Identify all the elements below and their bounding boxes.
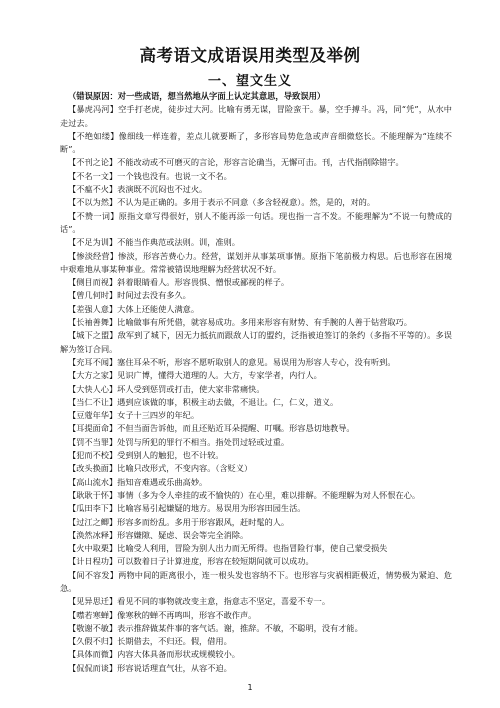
- idiom-entry: [60, 276, 452, 289]
- idiom-term: 【豆蔻年华】: [68, 410, 118, 421]
- idiom-entry: [60, 449, 452, 462]
- idiom-entry: [60, 648, 452, 661]
- idiom-entry: [60, 303, 452, 316]
- idiom-entry: [60, 462, 452, 475]
- idiom-entry: [60, 476, 452, 489]
- idiom-term: 【计日程功】: [68, 556, 118, 567]
- idiom-entry: [60, 396, 452, 409]
- idiom-term: 【久假不归】: [68, 636, 118, 647]
- idiom-definition: 可以数着日子计算进度，形容在较短期间就可以成功。: [117, 556, 314, 567]
- idiom-entry: [60, 502, 452, 515]
- idiom-entry: [60, 183, 452, 196]
- idiom-term: 【耳提面命】: [68, 423, 118, 434]
- idiom-definition: 形容嫌隙、疑虑、误会等完全消除。: [117, 529, 249, 540]
- idiom-entry: [60, 250, 452, 277]
- idiom-term: 【不名一文】: [68, 170, 118, 181]
- idiom-entry: [60, 409, 452, 422]
- idiom-definition: 遇到应该做的事，积极主动去做，不退让。仁，仁义，道义。: [117, 396, 339, 407]
- idiom-definition: 内容大体具备而形状或规模较小。: [117, 649, 240, 660]
- idiom-entry: [60, 516, 452, 529]
- idiom-list: [60, 103, 452, 675]
- idiom-definition: 不能当作典范或法则。训，准则。: [117, 237, 240, 248]
- idiom-entry: [60, 316, 452, 329]
- idiom-entry: [60, 236, 452, 249]
- idiom-entry: [60, 542, 452, 555]
- idiom-entry: [60, 529, 452, 542]
- idiom-definition: 形容多而纷乱。多用于形容跟风，赶时髦的人。: [117, 516, 290, 527]
- idiom-entry: [60, 555, 452, 568]
- idiom-entry: [60, 130, 452, 157]
- idiom-term: 【惨淡经营】: [68, 250, 119, 261]
- idiom-entry: [60, 289, 452, 302]
- idiom-entry: [60, 210, 452, 237]
- idiom-term: 【暴虎冯河】: [68, 104, 119, 115]
- idiom-term: 【罚不当罪】: [68, 436, 118, 447]
- idiom-definition: 指知音难遇或乐曲高妙。: [117, 476, 208, 487]
- idiom-term: 【火中取栗】: [68, 543, 118, 554]
- error-reason-note: （错误原因：对一些成语，想当然地从字面上认定其意思，导致误用）: [68, 91, 326, 101]
- idiom-definition: 塞住耳朵不听，形容不愿听取别人的意见。易误用为形容人专心，没有听到。: [117, 356, 396, 367]
- idiom-entry: [60, 635, 452, 648]
- idiom-term: 【曾几何时】: [68, 290, 118, 301]
- idiom-entry: [60, 609, 452, 622]
- idiom-term: 【具体而微】: [68, 649, 118, 660]
- idiom-entry: [60, 622, 452, 635]
- idiom-definition: 长期借去，不归还。假，借用。: [117, 636, 232, 647]
- idiom-definition: 斜着眼睛看人。形容畏惧、憎恨或鄙视的样子。: [117, 277, 290, 288]
- idiom-term: 【过江之鲫】: [68, 516, 118, 527]
- idiom-term: 【不瘟不火】: [68, 184, 118, 195]
- idiom-entry: [60, 196, 452, 209]
- idiom-entry: [60, 369, 452, 382]
- idiom-definition: 坏人受到惩罚或打击，使大家非常痛快。: [117, 383, 265, 394]
- idiom-term: 【见异思迁】: [68, 596, 118, 607]
- idiom-definition: 惨淡，形容苦费心力。经营，谋划并从事某项事情。原指下笔前极力构思。后也形容在困境中艰难地从事某种事业。常常被错误地理解为经营状况不好。: [60, 250, 452, 274]
- idiom-definition: 原指文章写得很好，别人不能再添一句话。现也指一言不发。不能理解为“不说一句赞成的话”。: [60, 210, 452, 234]
- page-number: 1: [247, 683, 253, 692]
- idiom-definition: 见识广博，懂得大道理的人。大方，专家学者，内行人。: [117, 370, 322, 381]
- idiom-definition: 空手打老虎，徒步过大河。比喻有勇无谋，冒险蛮干。暴，空手搏斗。冯，同“凭”，从水中走过去。: [60, 104, 452, 128]
- idiom-term: 【高山流水】: [68, 476, 118, 487]
- idiom-definition: 形容说话理直气壮，从容不迫。: [117, 662, 232, 673]
- idiom-term: 【不刊之论】: [68, 157, 118, 168]
- idiom-definition: 不认为是正确的。多用于表示不同意（多含轻视意）。然，是的，对的。: [117, 197, 376, 208]
- idiom-term: 【改头换面】: [68, 463, 118, 474]
- idiom-term: 【当仁不让】: [68, 396, 118, 407]
- idiom-term: 【大快人心】: [68, 383, 118, 394]
- idiom-term: 【侃侃而谈】: [68, 662, 118, 673]
- idiom-entry: [60, 356, 452, 369]
- idiom-definition: 比喻容易引起嫌疑的地方。易误用为形容田园生活。: [117, 503, 306, 514]
- idiom-entry: [60, 156, 452, 169]
- idiom-term: 【不赞一词】: [68, 210, 119, 221]
- idiom-definition: 看见不同的事物就改变主意，指意志不坚定，喜爱不专一。: [117, 596, 331, 607]
- idiom-definition: 一个钱也没有。也说一文不名。: [117, 170, 232, 181]
- idiom-entry: [60, 489, 452, 502]
- document-body: [60, 90, 452, 675]
- idiom-entry: [60, 422, 452, 435]
- idiom-definition: 时间过去没有多久。: [117, 290, 191, 301]
- idiom-entry: [60, 383, 452, 396]
- idiom-entry: [60, 662, 452, 675]
- idiom-term: 【涣然冰释】: [68, 529, 118, 540]
- idiom-entry: [60, 569, 452, 596]
- idiom-entry: [60, 595, 452, 608]
- idiom-term: 【大方之家】: [68, 370, 118, 381]
- idiom-definition: 女子十三四岁的年纪。: [117, 410, 200, 421]
- idiom-definition: 比喻只改形式，不变内容。（含贬义）: [117, 463, 253, 474]
- idiom-definition: 处罚与所犯的罪行不相当。指处罚过轻或过重。: [117, 436, 290, 447]
- idiom-term: 【充耳不闻】: [68, 356, 118, 367]
- idiom-definition: 表演既不沉闷也不过火。: [117, 184, 208, 195]
- section-heading: 一、望文生义: [207, 74, 292, 89]
- idiom-term: 【不绝如缕】: [68, 130, 119, 141]
- idiom-definition: 不能改动或不可磨灭的言论，形容言论确当，无懈可击。刊，古代指削除错字。: [117, 157, 404, 168]
- idiom-term: 【长袖善舞】: [68, 317, 118, 328]
- idiom-definition: 受到别人的触犯，也不计较。: [117, 450, 224, 461]
- page-title: 高考语文成语误用类型及举例: [139, 46, 361, 65]
- idiom-entry: [60, 103, 452, 130]
- idiom-term: 【间不容发】: [68, 569, 119, 580]
- idiom-term: 【差强人意】: [68, 303, 118, 314]
- idiom-definition: 事情（多为令人牵挂的或不愉快的）在心里，难以排解。不能理解为对人怀恨在心。: [117, 489, 421, 500]
- idiom-definition: 两物中间的距离很小，连一根头发也容纳不下。也形容与灾祸相距极近，情势极为紧迫、危急。: [60, 569, 452, 593]
- idiom-entry: [60, 170, 452, 183]
- idiom-definition: 敌军到了城下，因无力抵抗而跟敌人订的盟约，泛指被迫签订的条约（多指不平等的）。多误解为签订合同。: [60, 330, 452, 354]
- idiom-term: 【敬谢不敏】: [68, 622, 118, 633]
- idiom-definition: 像寒秋的蝉不再鸣叫，形容不敢作声。: [117, 609, 257, 620]
- idiom-term: 【侧目而视】: [68, 277, 118, 288]
- idiom-entry: [60, 436, 452, 449]
- idiom-definition: 比喻做事有所凭借，就容易成功。多用来形容有财势、有手腕的人善于钻营取巧。: [117, 317, 412, 328]
- idiom-definition: 比喻受人利用，冒险为别人出力而无所得。也指冒险行事，使自己蒙受损失: [117, 543, 388, 554]
- idiom-entry: [60, 329, 452, 356]
- idiom-term: 【瓜田李下】: [68, 503, 118, 514]
- idiom-term: 【不足为训】: [68, 237, 118, 248]
- idiom-definition: 表示推辞做某件事的客气话。谢，推辞。不敏，不聪明，没有才能。: [117, 622, 363, 633]
- idiom-term: 【犯而不校】: [68, 450, 118, 461]
- idiom-definition: 不但当面告诉他，而且还贴近耳朵提醒、叮嘱。形容恳切地教导。: [117, 423, 355, 434]
- idiom-term: 【噤若寒蝉】: [68, 609, 118, 620]
- idiom-term: 【耿耿于怀】: [68, 489, 118, 500]
- idiom-definition: 大体上还能使人满意。: [117, 303, 200, 314]
- idiom-term: 【城下之盟】: [68, 330, 118, 341]
- idiom-definition: 像细线一样连着，差点儿就要断了，多形容局势危急或声音细微悠长。不能理解为“连续不断”。: [60, 130, 452, 155]
- idiom-term: 【不以为然】: [68, 197, 118, 208]
